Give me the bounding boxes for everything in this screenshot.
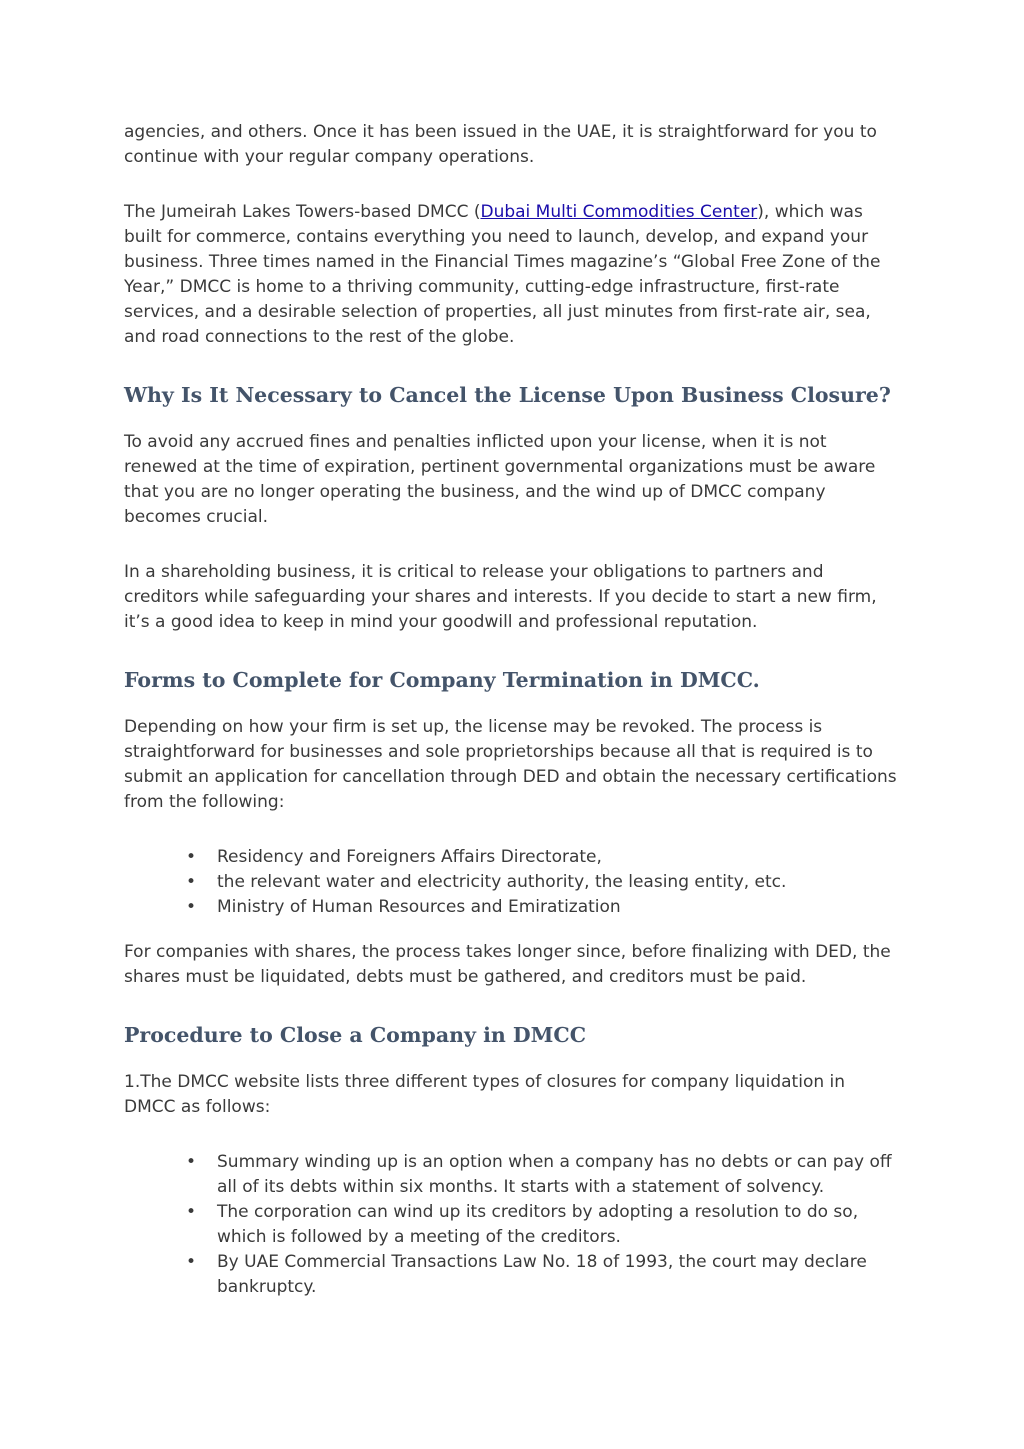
forms-paragraph-1: Depending on how your firm is set up, the license may be revoked. The process is straightforward for businesses and sole proprietorships because all that is required is to submit an application for cancellation through DED and obtain the necessary certifications from the following: — [124, 717, 897, 812]
list-item-text: the relevant water and electricity authority, the leasing entity, etc. — [217, 872, 787, 892]
section-heading-why-cancel: Why Is It Necessary to Cancel the License Upon Business Closure? — [124, 383, 891, 407]
document-page — [124, 120, 899, 1320]
list-item — [124, 895, 899, 920]
bullet-icon: • — [186, 1252, 197, 1272]
list-item-text: The corporation can wind up its creditors by adopting a resolution to do so, which is followed by a meeting of the creditors. — [217, 1202, 859, 1247]
jlt-text-before: The Jumeirah Lakes Towers-based DMCC ( — [124, 202, 481, 222]
bullet-icon: • — [186, 1202, 197, 1222]
list-item — [124, 845, 899, 870]
bullet-icon: • — [186, 897, 197, 917]
bullet-icon: • — [186, 1152, 197, 1172]
bullet-icon: • — [186, 847, 197, 867]
section-heading-procedure: Procedure to Close a Company in DMCC — [124, 1023, 587, 1047]
forms-bullet-list — [124, 845, 899, 920]
list-item-text: Summary winding up is an option when a company has no debts or can pay off all of its debts within six months. It starts with a statement of solvency. — [217, 1152, 892, 1197]
list-item-text: Ministry of Human Resources and Emiratization — [217, 897, 621, 917]
jlt-dmcc-paragraph — [124, 200, 899, 350]
procedure-bullet-list — [124, 1150, 899, 1300]
bullet-icon: • — [186, 872, 197, 892]
dmcc-link[interactable]: Dubai Multi Commodities Center — [480, 202, 758, 222]
list-item-text: By UAE Commercial Transactions Law No. 18 of 1993, the court may declare bankruptcy. — [217, 1252, 867, 1297]
procedure-paragraph-1: 1.The DMCC website lists three different types of closures for company liquidation in DMCC as follows: — [124, 1072, 846, 1117]
list-item — [124, 870, 899, 895]
list-item — [124, 1150, 899, 1200]
why-cancel-paragraph-1: To avoid any accrued fines and penalties inflicted upon your license, when it is not renewed at the time of expiration, pertinent governmental organizations must be aware that you are no longer operating the business, and the wind up of DMCC company becomes crucial. — [124, 432, 876, 527]
forms-paragraph-2: For companies with shares, the process takes longer since, before finalizing with DED, the shares must be liquidated, debts must be gathered, and creditors must be paid. — [124, 942, 891, 987]
list-item — [124, 1200, 899, 1250]
list-item-text: Residency and Foreigners Affairs Directorate, — [217, 847, 602, 867]
intro-continuation-paragraph: agencies, and others. Once it has been issued in the UAE, it is straightforward for you to continue with your regular company operations. — [124, 122, 877, 167]
jlt-text-after: ), which was built for commerce, contains everything you need to launch, develop, and expand your business. Three times named in the Financial Times magazine’s “Global Free Zone of the Year,” DMCC is home to a thriving community, cutting-edge infrastructure, first-rate services, and a desirable selection of properties, all just minutes from first-rate air, sea, and road connections to the rest of the globe. — [124, 202, 881, 347]
why-cancel-paragraph-2: In a shareholding business, it is critical to release your obligations to partners and creditors while safeguarding your shares and interests. If you decide to start a new firm, it’s a good idea to keep in mind your goodwill and professional reputation. — [124, 562, 877, 632]
section-heading-forms: Forms to Complete for Company Termination in DMCC. — [124, 668, 760, 692]
list-item — [124, 1250, 899, 1300]
